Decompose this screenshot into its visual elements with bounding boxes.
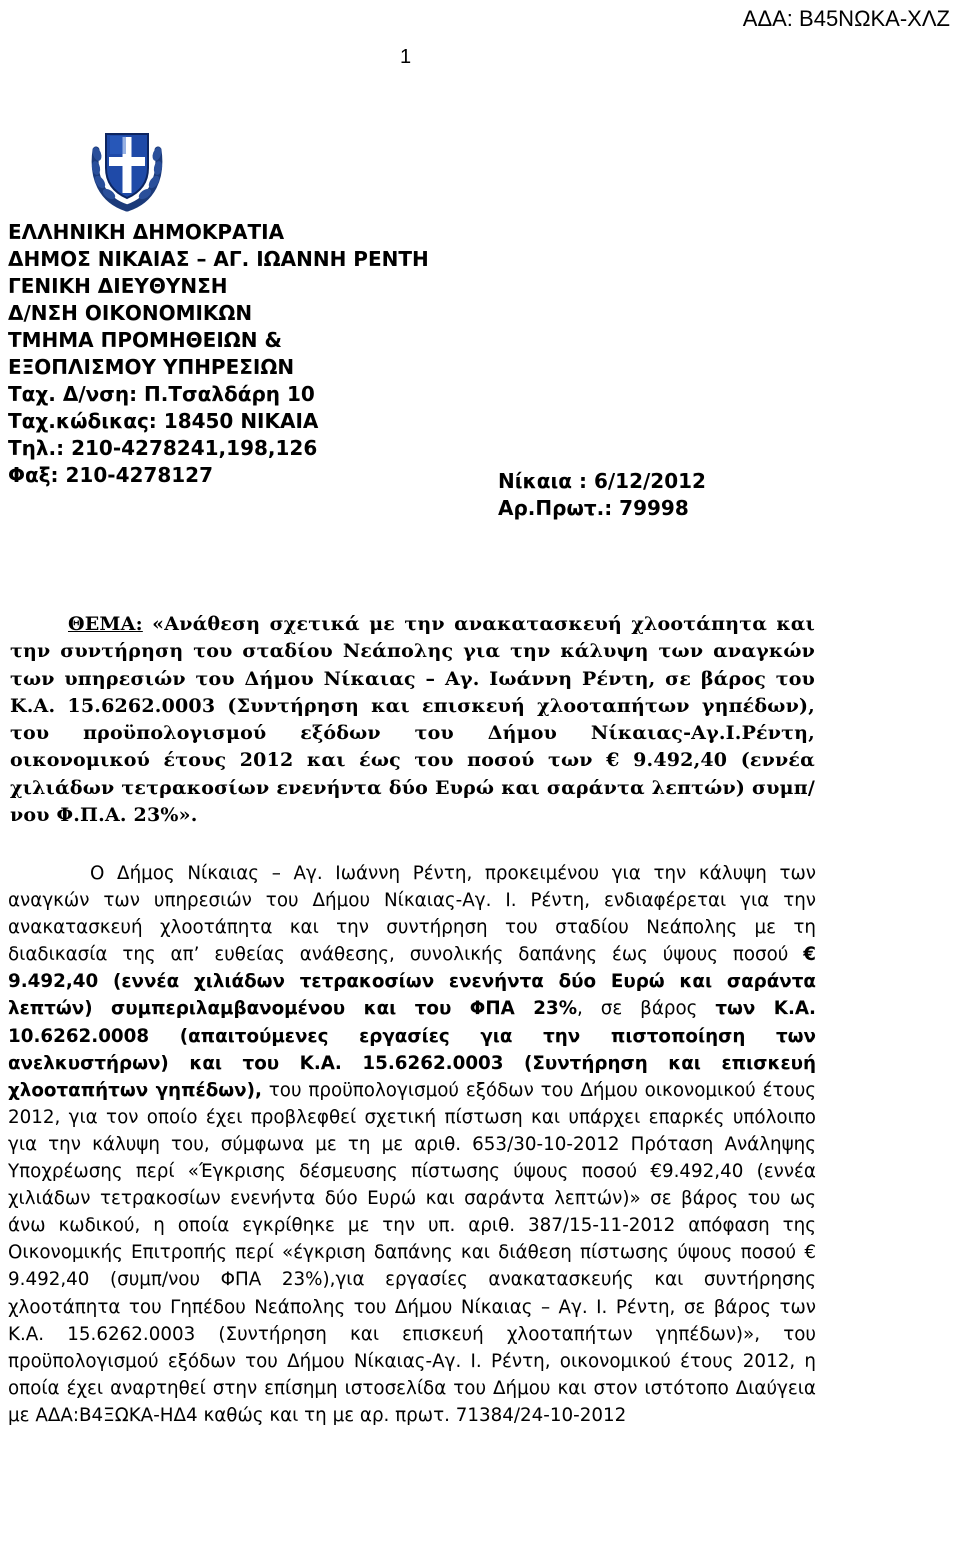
subject-text: «Ανάθεση σχετικά με την ανακατασκευή χλοοτάπητα και την συντήρηση του σταδίου Νεάπολης για την κάλυψη των αναγκών των υπηρεσιών του Δήμου Νίκαιας – Αγ. Ιωάννη Ρέντη, σε βάρος του Κ.Α. 15.6262.0003 (Συντήρηση και επισκευή χλοοταπήτων γηπέδων), του προϋπολογισμού εξόδων του Δήμου Νίκαιας-Αγ.Ι.Ρέντη, οικονομικού έτους 2012 και έως του ποσού των € 9.492,40 (εννέα χιλιάδων τετρακοσίων ενενήντα δύο Ευρώ και σαράντα λεπτών) συμπ/νου Φ.Π.Α. 23%». (10, 613, 815, 827)
ada-code: ΑΔΑ: Β45ΝΩΚΑ-ΧΛΖ (742, 6, 950, 31)
page-number: 1 (400, 46, 412, 68)
header-line: ΕΛΛΗΝΙΚΗ ΔΗΜΟΚΡΑΤΙΑ (8, 220, 285, 244)
header-line: Τηλ.: 210-4278241,198,126 (8, 436, 318, 460)
header-line: Δ/ΝΣΗ ΟΙΚΟΝΟΜΙΚΩΝ (8, 301, 253, 325)
date-protocol-block (498, 468, 778, 522)
body-paragraph (8, 860, 816, 1429)
body-text: του προϋπολογισμού εξόδων του Δήμου οικονομικού έτους 2012, για τον οποίο έχει προβλεφθεί σχετική πίστωση και υπάρχει επαρκές υπόλοιπο για την κάλυψη του, σύμφωνα με τη με αριθ. 653/30-10-2012 Πρόταση Ανάληψης Υποχρέωσης περί «Έγκρισης δέσμευσης πίστωσης ύψους ποσού €9.492,40 (εννέα χιλιάδων τετρακοσίων ενενήντα δύο Ευρώ και σαράντα λεπτών)» σε βάρος του ως άνω κωδικού, η οποία εγκρίθηκε με την υπ. αριθ. 387/15-11-2012 απόφαση της Οικονομικής Επιτροπής περί «έγκριση δαπάνης και διάθεση πίστωσης ύψους ποσού € 9.492,40 (συμπ/νου ΦΠΑ 23%),για εργασίες ανακατασκευής και συντήρησης χλοοτάπητα του Γηπέδου Νεάπολης του Δήμου Νίκαιας – Αγ. Ι. Ρέντη, σε βάρος των Κ.Α. 15.6262.0003 (Συντήρηση και επισκευή χλοοταπήτων γηπέδων)», του προϋπολογισμού εξόδων του Δήμου Νίκαιας-Αγ. Ι. Ρέντη, οικονομικού έτους 2012, η οποία έχει αναρτηθεί στην επίσημη ιστοσελίδα του Δήμου και στον ιστότοπο Διαύγεια με ΑΔΑ:Β4ΞΩΚΑ-ΗΔ4 καθώς και τη με αρ. πρωτ. 71384/24-10-2012 (8, 1079, 816, 1426)
sender-header (8, 219, 568, 489)
body-text: , σε βάρος (577, 998, 716, 1020)
date-line: Νίκαια : 6/12/2012 (498, 469, 706, 493)
body-bold-codes: των Κ.Α. 10.6262.0008 (απαιτούμενες εργασίες για την πιστοποίηση των ανελκυστήρων) και του Κ.Α. 15.6262.0003 (Συντήρηση και επισκευή χλοοταπήτων γηπέδων), (8, 998, 816, 1101)
header-line: ΤΜΗΜΑ ΠΡΟΜΗΘΕΙΩΝ & (8, 328, 282, 352)
header-line: ΓΕΝΙΚΗ ΔΙΕΥΘΥΝΣΗ (8, 274, 228, 298)
header-line: ΕΞΟΠΛΙΣΜΟΥ ΥΠΗΡΕΣΙΩΝ (8, 355, 295, 379)
subject-label: ΘΕΜΑ: (68, 613, 143, 635)
header-line: ΔΗΜΟΣ ΝΙΚΑΙΑΣ – ΑΓ. ΙΩΑΝΝΗ ΡΕΝΤΗ (8, 247, 429, 271)
subject-block (10, 611, 815, 829)
body-bold-amount: € 9.492,40 (εννέα χιλιάδων τετρακοσίων ενενήντα δύο Ευρώ και σαράντα λεπτών) συμπεριλαμβανομένου και του ΦΠΑ 23% (8, 944, 816, 1020)
greek-state-emblem-icon (88, 120, 166, 212)
header-line: Ταχ.κώδικας: 18450 ΝΙΚΑΙΑ (8, 409, 319, 433)
body-text: Ο Δήμος Νίκαιας – Αγ. Ιωάννη Ρέντη, προκειμένου για την κάλυψη των αναγκών των υπηρεσιών του Δήμου Νίκαιας-Αγ. Ι. Ρέντη, ενδιαφέρεται για την ανακατασκευή χλοοτάπητα και την συντήρηση του σταδίου Νεάπολης με τη διαδικασία της απ’ ευθείας ανάθεσης, συνολικής δαπάνης έως ύψους ποσού (8, 863, 816, 966)
header-line: Ταχ. Δ/νση: Π.Τσαλδάρη 10 (8, 382, 315, 406)
header-line: Φαξ: 210-4278127 (8, 463, 213, 487)
protocol-number: Αρ.Πρωτ.: 79998 (498, 496, 689, 520)
